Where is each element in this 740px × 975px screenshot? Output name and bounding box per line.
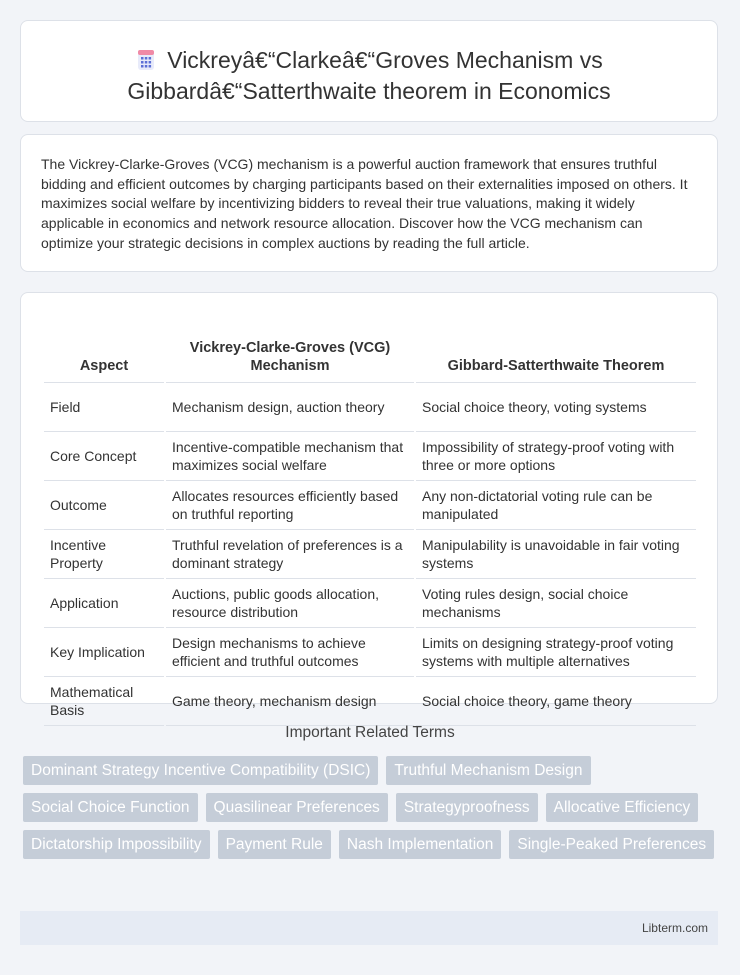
related-term-tag[interactable]: Dominant Strategy Incentive Compatibility (DSIC) <box>23 756 378 785</box>
row-gibbard: Any non-dictatorial voting rule can be manipulated <box>416 481 696 530</box>
header-gibbard: Gibbard-Satterthwaite Theorem <box>416 313 696 383</box>
row-gibbard: Limits on designing strategy-proof voting systems with multiple alternatives <box>416 628 696 677</box>
row-vcg: Auctions, public goods allocation, resource distribution <box>166 579 414 628</box>
row-gibbard: Voting rules design, social choice mechanisms <box>416 579 696 628</box>
header-vcg: Vickrey-Clarke-Groves (VCG) Mechanism <box>166 313 414 383</box>
comparison-table <box>42 313 698 726</box>
title-line-2: Gibbardâ€“Satterthwaite theorem in Economics <box>127 78 611 104</box>
related-term-tag[interactable]: Allocative Efficiency <box>546 793 699 822</box>
table-row <box>44 677 696 726</box>
related-term-tag[interactable]: Single-Peaked Preferences <box>509 830 714 859</box>
related-terms-list <box>23 756 723 867</box>
related-term-tag[interactable]: Truthful Mechanism Design <box>386 756 590 785</box>
row-vcg: Incentive-compatible mechanism that maximizes social welfare <box>166 432 414 481</box>
row-vcg: Game theory, mechanism design <box>166 677 414 726</box>
row-aspect: Key Implication <box>44 628 164 677</box>
row-vcg: Mechanism design, auction theory <box>166 383 414 432</box>
intro-text: The Vickrey-Clarke-Groves (VCG) mechanism is a powerful auction framework that ensures truthful bidding and efficient outcomes by charging participants based on their externalities imposed on others. It maximizes social welfare by incentivizing bidders to reveal their true valuations, making it widely applicable in economics and network resource allocation. Discover how the VCG mechanism can optimize your strategic decisions in complex auctions by reading the full article. <box>41 156 688 251</box>
row-gibbard: Impossibility of strategy-proof voting with three or more options <box>416 432 696 481</box>
header-aspect: Aspect <box>44 313 164 383</box>
related-term-tag[interactable]: Strategyproofness <box>396 793 538 822</box>
intro-card <box>20 134 718 272</box>
grid-icon <box>135 49 157 71</box>
comparison-card <box>20 292 718 718</box>
related-terms-heading: Important Related Terms <box>285 724 455 741</box>
row-gibbard: Social choice theory, voting systems <box>416 383 696 432</box>
row-aspect: Application <box>44 579 164 628</box>
title-line-1: Vickreyâ€“Clarkeâ€“Groves Mechanism vs <box>167 47 603 73</box>
related-term-tag[interactable]: Payment Rule <box>218 830 331 859</box>
row-vcg: Truthful revelation of preferences is a dominant strategy <box>166 530 414 579</box>
table-row <box>44 432 696 481</box>
row-aspect: Mathematical Basis <box>44 677 164 726</box>
row-vcg: Allocates resources efficiently based on truthful reporting <box>166 481 414 530</box>
related-term-tag[interactable]: Nash Implementation <box>339 830 501 859</box>
footer-site-link[interactable]: Libterm.com <box>641 921 708 935</box>
row-aspect: Incentive Property <box>44 530 164 579</box>
row-gibbard: Manipulability is unavoidable in fair voting systems <box>416 530 696 579</box>
table-row <box>44 628 696 677</box>
related-term-tag[interactable]: Quasilinear Preferences <box>206 793 388 822</box>
page-title <box>61 45 677 107</box>
table-header-row <box>44 313 696 383</box>
table-row <box>44 383 696 432</box>
row-aspect: Outcome <box>44 481 164 530</box>
row-aspect: Core Concept <box>44 432 164 481</box>
header-card <box>20 20 718 122</box>
table-row <box>44 481 696 530</box>
table-row <box>44 579 696 628</box>
related-term-tag[interactable]: Social Choice Function <box>23 793 198 822</box>
row-gibbard: Social choice theory, game theory <box>416 677 696 726</box>
row-vcg: Design mechanisms to achieve efficient and truthful outcomes <box>166 628 414 677</box>
row-aspect: Field <box>44 383 164 432</box>
footer <box>20 911 718 945</box>
related-term-tag[interactable]: Dictatorship Impossibility <box>23 830 210 859</box>
table-row <box>44 530 696 579</box>
